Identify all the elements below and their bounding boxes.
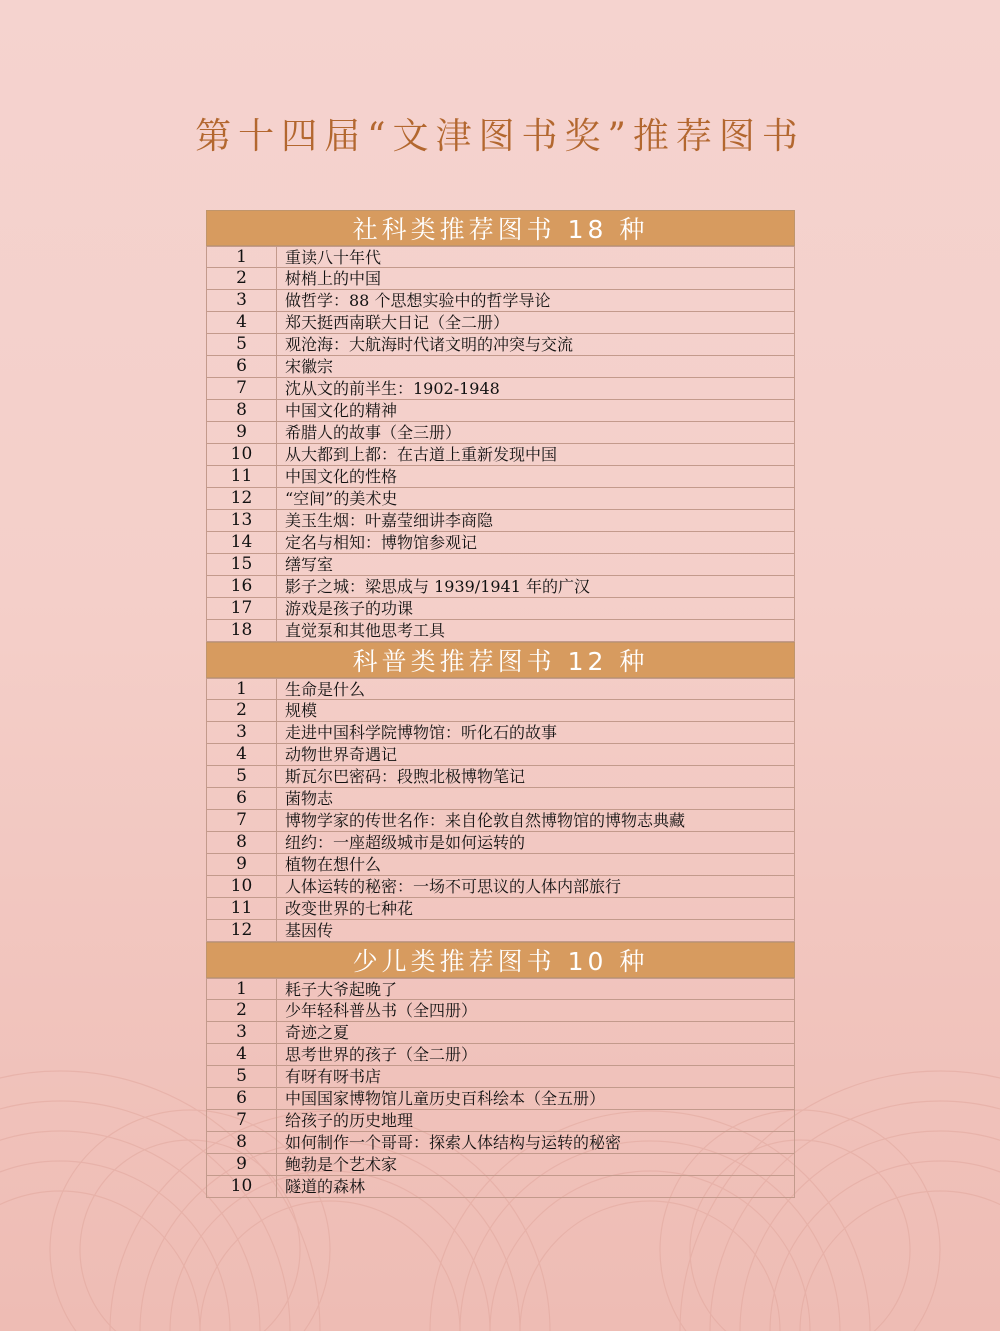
row-number: 16: [207, 576, 277, 597]
row-number: 2: [207, 268, 277, 289]
row-number: 1: [207, 679, 277, 699]
book-title: 鲍勃是个艺术家: [285, 1155, 398, 1174]
book-title: 定名与相知：博物馆参观记: [285, 533, 478, 552]
table-row: [206, 766, 795, 788]
book-title: 宋徽宗: [285, 357, 334, 376]
row-number: 4: [207, 312, 277, 333]
book-title: 纽约：一座超级城市是如何运转的: [285, 833, 526, 852]
book-title: 走进中国科学院博物馆：听化石的故事: [285, 723, 558, 742]
table-row: [206, 378, 795, 400]
book-title: 缮写室: [285, 555, 334, 574]
book-title: 给孩子的历史地理: [285, 1111, 414, 1130]
table-row: [206, 1132, 795, 1154]
book-title: 观沧海：大航海时代诸文明的冲突与交流: [285, 335, 574, 354]
book-title: 中国国家博物馆儿童历史百科绘本（全五册）: [285, 1089, 606, 1108]
table-row: [206, 1110, 795, 1132]
book-title: 动物世界奇遇记: [285, 745, 398, 764]
table-row: [206, 1088, 795, 1110]
book-title: 重读八十年代: [285, 248, 382, 267]
book-title: 规模: [285, 701, 318, 720]
table-row: [206, 334, 795, 356]
book-title: 郑天挺西南联大日记（全二册）: [285, 313, 510, 332]
book-list-table: [206, 210, 795, 1198]
book-title: 有呀有呀书店: [285, 1067, 382, 1086]
row-number: 13: [207, 510, 277, 531]
section-header: 少儿类推荐图书 10 种: [206, 942, 795, 978]
row-number: 10: [207, 444, 277, 465]
row-number: 6: [207, 788, 277, 809]
book-title: 斯瓦尔巴密码：段煦北极博物笔记: [285, 767, 526, 786]
row-number: 9: [207, 422, 277, 443]
table-row: [206, 554, 795, 576]
table-row: [206, 510, 795, 532]
row-number: 7: [207, 378, 277, 399]
row-number: 4: [207, 1044, 277, 1065]
row-number: 2: [207, 1000, 277, 1021]
table-row: [206, 532, 795, 554]
book-title: 游戏是孩子的功课: [285, 599, 414, 618]
row-number: 5: [207, 334, 277, 355]
table-row: [206, 576, 795, 598]
table-row: [206, 832, 795, 854]
table-row: [206, 598, 795, 620]
book-title: 少年轻科普丛书（全四册）: [285, 1001, 478, 1020]
row-number: 18: [207, 620, 277, 641]
book-title: 希腊人的故事（全三册）: [285, 423, 462, 442]
row-number: 10: [207, 1176, 277, 1197]
section-header: 社科类推荐图书 18 种: [206, 210, 795, 246]
table-row: [206, 1022, 795, 1044]
book-title: 如何制作一个哥哥：探索人体结构与运转的秘密: [285, 1133, 622, 1152]
book-title: 隧道的森林: [285, 1177, 366, 1196]
book-title: 奇迹之夏: [285, 1023, 350, 1042]
table-row: [206, 1154, 795, 1176]
table-row: [206, 898, 795, 920]
table-row: [206, 1044, 795, 1066]
table-row: [206, 488, 795, 510]
book-title: 直觉泵和其他思考工具: [285, 621, 446, 640]
table-row: [206, 1176, 795, 1198]
row-number: 3: [207, 1022, 277, 1043]
row-number: 6: [207, 356, 277, 377]
table-row: [206, 854, 795, 876]
book-title: 做哲学：88 个思想实验中的哲学导论: [285, 291, 551, 310]
table-row: [206, 722, 795, 744]
row-number: 5: [207, 1066, 277, 1087]
table-row: [206, 978, 795, 1000]
book-title: 中国文化的精神: [285, 401, 398, 420]
row-number: 9: [207, 854, 277, 875]
page-title: 第十四届“文津图书奖”推荐图书: [195, 116, 805, 157]
row-number: 1: [207, 247, 277, 267]
row-number: 15: [207, 554, 277, 575]
row-number: 8: [207, 1132, 277, 1153]
row-number: 12: [207, 488, 277, 509]
book-title: 博物学家的传世名作：来自伦敦自然博物馆的博物志典藏: [285, 811, 686, 830]
row-number: 3: [207, 722, 277, 743]
table-row: [206, 466, 795, 488]
table-row: [206, 422, 795, 444]
row-number: 8: [207, 400, 277, 421]
table-row: [206, 1066, 795, 1088]
book-title: 沈从文的前半生：1902-1948: [285, 379, 500, 398]
book-title: 中国文化的性格: [285, 467, 398, 486]
row-number: 9: [207, 1154, 277, 1175]
table-row: [206, 290, 795, 312]
row-number: 10: [207, 876, 277, 897]
table-row: [206, 678, 795, 700]
row-number: 1: [207, 979, 277, 999]
row-number: 17: [207, 598, 277, 619]
table-row: [206, 876, 795, 898]
row-number: 11: [207, 466, 277, 487]
book-title: 人体运转的秘密：一场不可思议的人体内部旅行: [285, 877, 622, 896]
row-number: 3: [207, 290, 277, 311]
book-title: 思考世界的孩子（全二册）: [285, 1045, 478, 1064]
table-row: [206, 810, 795, 832]
row-number: 6: [207, 1088, 277, 1109]
row-number: 4: [207, 744, 277, 765]
table-row: [206, 744, 795, 766]
book-title: 基因传: [285, 921, 334, 940]
book-title: 菌物志: [285, 789, 334, 808]
row-number: 12: [207, 920, 277, 941]
book-title: 改变世界的七种花: [285, 899, 414, 918]
book-title: 耗子大爷起晚了: [285, 980, 398, 999]
row-number: 8: [207, 832, 277, 853]
table-row: [206, 920, 795, 942]
row-number: 7: [207, 810, 277, 831]
book-title: 树梢上的中国: [285, 269, 382, 288]
book-title: 生命是什么: [285, 680, 366, 699]
section-header: 科普类推荐图书 12 种: [206, 642, 795, 678]
table-row: [206, 1000, 795, 1022]
table-row: [206, 268, 795, 290]
book-title: 从大都到上都：在古道上重新发现中国: [285, 445, 558, 464]
book-title: “空间”的美术史: [285, 489, 398, 508]
row-number: 2: [207, 700, 277, 721]
row-number: 7: [207, 1110, 277, 1131]
table-row: [206, 788, 795, 810]
table-row: [206, 400, 795, 422]
book-title: 影子之城：梁思成与 1939/1941 年的广汉: [285, 577, 591, 596]
table-row: [206, 246, 795, 268]
table-row: [206, 620, 795, 642]
row-number: 5: [207, 766, 277, 787]
row-number: 11: [207, 898, 277, 919]
table-row: [206, 356, 795, 378]
table-row: [206, 312, 795, 334]
book-title: 植物在想什么: [285, 855, 382, 874]
table-row: [206, 700, 795, 722]
row-number: 14: [207, 532, 277, 553]
book-title: 美玉生烟：叶嘉莹细讲李商隐: [285, 511, 494, 530]
table-row: [206, 444, 795, 466]
